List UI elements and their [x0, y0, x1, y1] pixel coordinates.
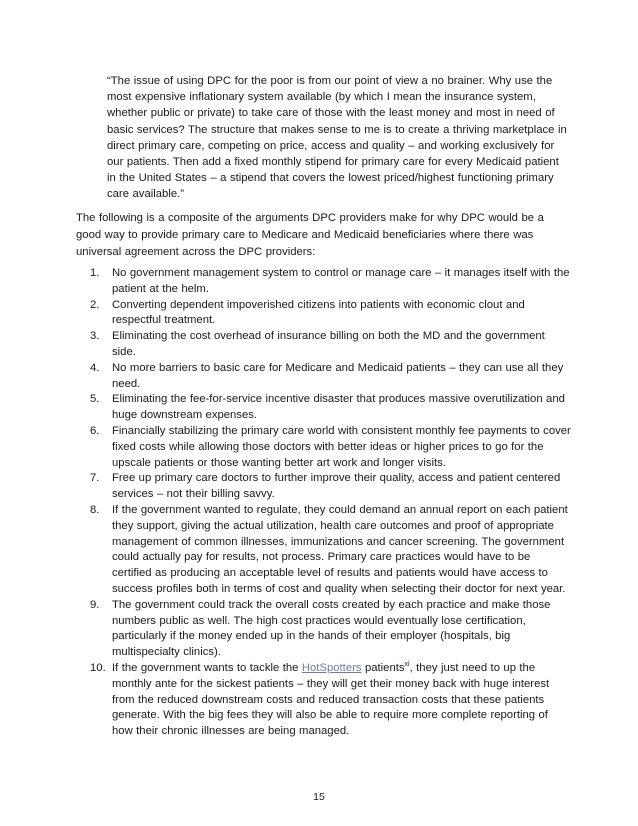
list-number: 1.	[90, 267, 100, 279]
hotspotters-link[interactable]: HotSpotters	[301, 661, 362, 674]
list-text: The government could track the overall costs created by each practice and make those numbers public as well. The high cost practices would eventually lose certification, particularly if the money ended up in the hands of their employer (hospitals, big multispecialty clinics).	[112, 598, 551, 659]
list-number: 3.	[90, 330, 100, 343]
list-item	[76, 424, 572, 471]
list-text-before-link: If the government wants to tackle the	[112, 661, 302, 674]
list-item	[76, 503, 572, 598]
list-text: Financially stabilizing the primary care world with consistent monthly fee payments to cover fixed costs while allowing those doctors with better ideas or higher prices to go for the upscale patients or those wanting better art work and longer visits.	[112, 424, 571, 469]
list-text: Converting dependent impoverished citizens into patients with economic clout and respectful treatment.	[112, 298, 525, 327]
list-item	[76, 266, 572, 298]
list-text: No more barriers to basic care for Medicare and Medicaid patients – they can use all they need.	[112, 361, 564, 390]
list-text-after-link: , they just need to up the monthly ante for the sickest patients – they will get their money back with huge interest from the reduced downstream costs and reduced transaction costs that these patients generate. With the big fees they will also be able to require more complete reporting of how their chronic illnesses are being managed.	[112, 661, 550, 738]
list-number: 6.	[90, 424, 100, 437]
page-number: 15	[313, 791, 325, 803]
intro-paragraph: The following is a composite of the arguments DPC providers make for why DPC would be a good way to provide primary care to Medicare and Medicaid beneficiaries where there was universal agreement across the DPC providers:	[76, 212, 544, 258]
list-number: 5.	[90, 393, 100, 406]
list-item	[76, 598, 572, 661]
list-number: 8.	[90, 503, 100, 516]
list-item	[76, 329, 572, 361]
list-number: 7.	[90, 472, 100, 485]
list-text-patients: patients	[361, 661, 405, 674]
list-item	[76, 661, 572, 740]
list-number: 9.	[90, 598, 100, 611]
block-quote: “The issue of using DPC for the poor is from our point of view a no brainer. Why use the most expensive inflationary system available (by which I mean the insurance system, whether public or private) to take care of those with the least money and most in need of basic services? The structure that makes sense to me is to create a thriving marketplace in direct primary care, competing on price, access and quality – and working exclusively for our patients. Then add a fixed monthly stipend for primary care for every Medicaid patient in the United States – a stipend that covers the lowest priced/highest functioning primary care available.”	[107, 75, 567, 201]
list-number: 4.	[90, 361, 100, 374]
list-text: If the government wanted to regulate, they could demand an annual report on each patient they support, giving the actual utilization, health care outcomes and proof of appropriate management of common illnesses, immunizations and cancer screening. The government could actually pay for results, not process. Primary care practices would have to be certified as producing an acceptable level of results and patients would have access to success profiles both in terms of cost and quality when selecting their doctor for next year.	[112, 503, 568, 595]
list-item	[76, 392, 572, 424]
list-item	[76, 361, 572, 393]
footnote-marker[interactable]: xi	[404, 661, 410, 669]
list-text: Eliminating the cost overhead of insurance billing on both the MD and the government side.	[112, 330, 545, 358]
list-item	[76, 298, 572, 330]
list-item	[76, 471, 572, 503]
list-number: 2.	[90, 298, 100, 311]
list-text: Eliminating the fee-for-service incentive disaster that produces massive overutilization and huge downstream expenses.	[112, 393, 565, 422]
list-text: No government management system to control or manage care – it manages itself with the patient at the helm.	[112, 267, 570, 295]
arguments-list	[76, 266, 572, 740]
list-text: Free up primary care doctors to further improve their quality, access and patient centered services – not their billing savvy.	[112, 472, 561, 501]
list-number: 10.	[90, 661, 106, 674]
